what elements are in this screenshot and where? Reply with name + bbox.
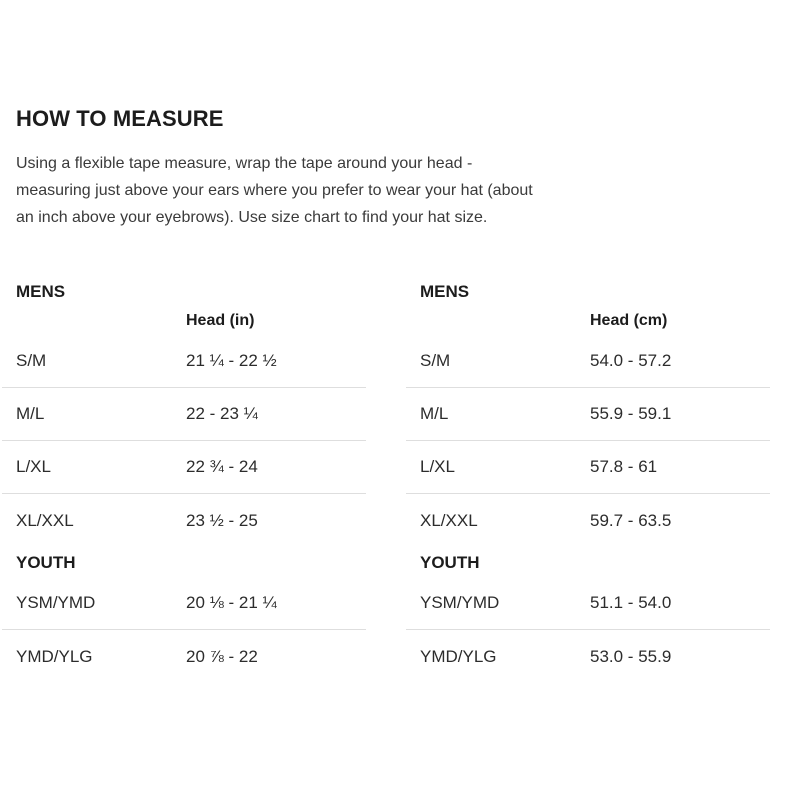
size-label: YMD/YLG [420,646,497,666]
size-label: XL/XXL [16,510,74,530]
table-row [2,334,366,388]
table-row [2,494,366,547]
size-value: 22 ¾ - 24 [186,457,258,476]
table-row [2,577,366,630]
youth-heading: YOUTH [420,553,480,572]
youth-heading: YOUTH [16,553,76,572]
size-label: S/M [420,350,451,370]
size-label: M/L [16,404,45,423]
size-label: XL/XXL [420,510,478,530]
table-row [406,577,770,630]
size-label: YMD/YLG [16,646,93,666]
table-row [406,388,770,441]
table-row [2,441,366,494]
table-row [2,630,366,683]
size-value: 20 ⅞ - 22 [186,646,258,666]
size-table-inches [2,280,366,683]
size-value: 54.0 - 57.2 [590,350,672,370]
column-header-head-in: Head (in) [186,312,255,329]
size-value: 22 - 23 ¼ [186,404,258,423]
size-value: 57.8 - 61 [590,457,658,476]
size-value: 53.0 - 55.9 [590,646,672,666]
mens-heading: MENS [16,282,66,301]
column-header-head-cm: Head (cm) [590,312,668,329]
table-row [406,441,770,494]
page-title: HOW TO MEASURE [16,106,224,131]
size-label: M/L [420,404,449,423]
table-row [2,388,366,441]
size-label: L/XL [16,457,51,476]
size-label: YSM/YMD [16,593,96,612]
size-label: L/XL [420,457,455,476]
size-label: YSM/YMD [420,593,500,612]
table-row [406,494,770,547]
size-value: 20 ⅛ - 21 ¼ [186,593,277,612]
size-value: 51.1 - 54.0 [590,593,672,612]
mens-heading: MENS [420,282,470,301]
table-row [406,630,770,683]
size-value: 23 ½ - 25 [186,510,258,530]
size-table-cm [406,280,770,683]
size-value: 59.7 - 63.5 [590,510,672,530]
size-label: S/M [16,350,47,370]
size-value: 55.9 - 59.1 [590,404,672,423]
size-value: 21 ¼ - 22 ½ [186,350,277,370]
table-row [406,334,770,388]
measure-instructions: Using a flexible tape measure, wrap the tape around your head - measuring just above your ears where you prefer to wear your hat (about an inch above your eyebrows). Use size chart to find your hat size. [16,155,533,226]
